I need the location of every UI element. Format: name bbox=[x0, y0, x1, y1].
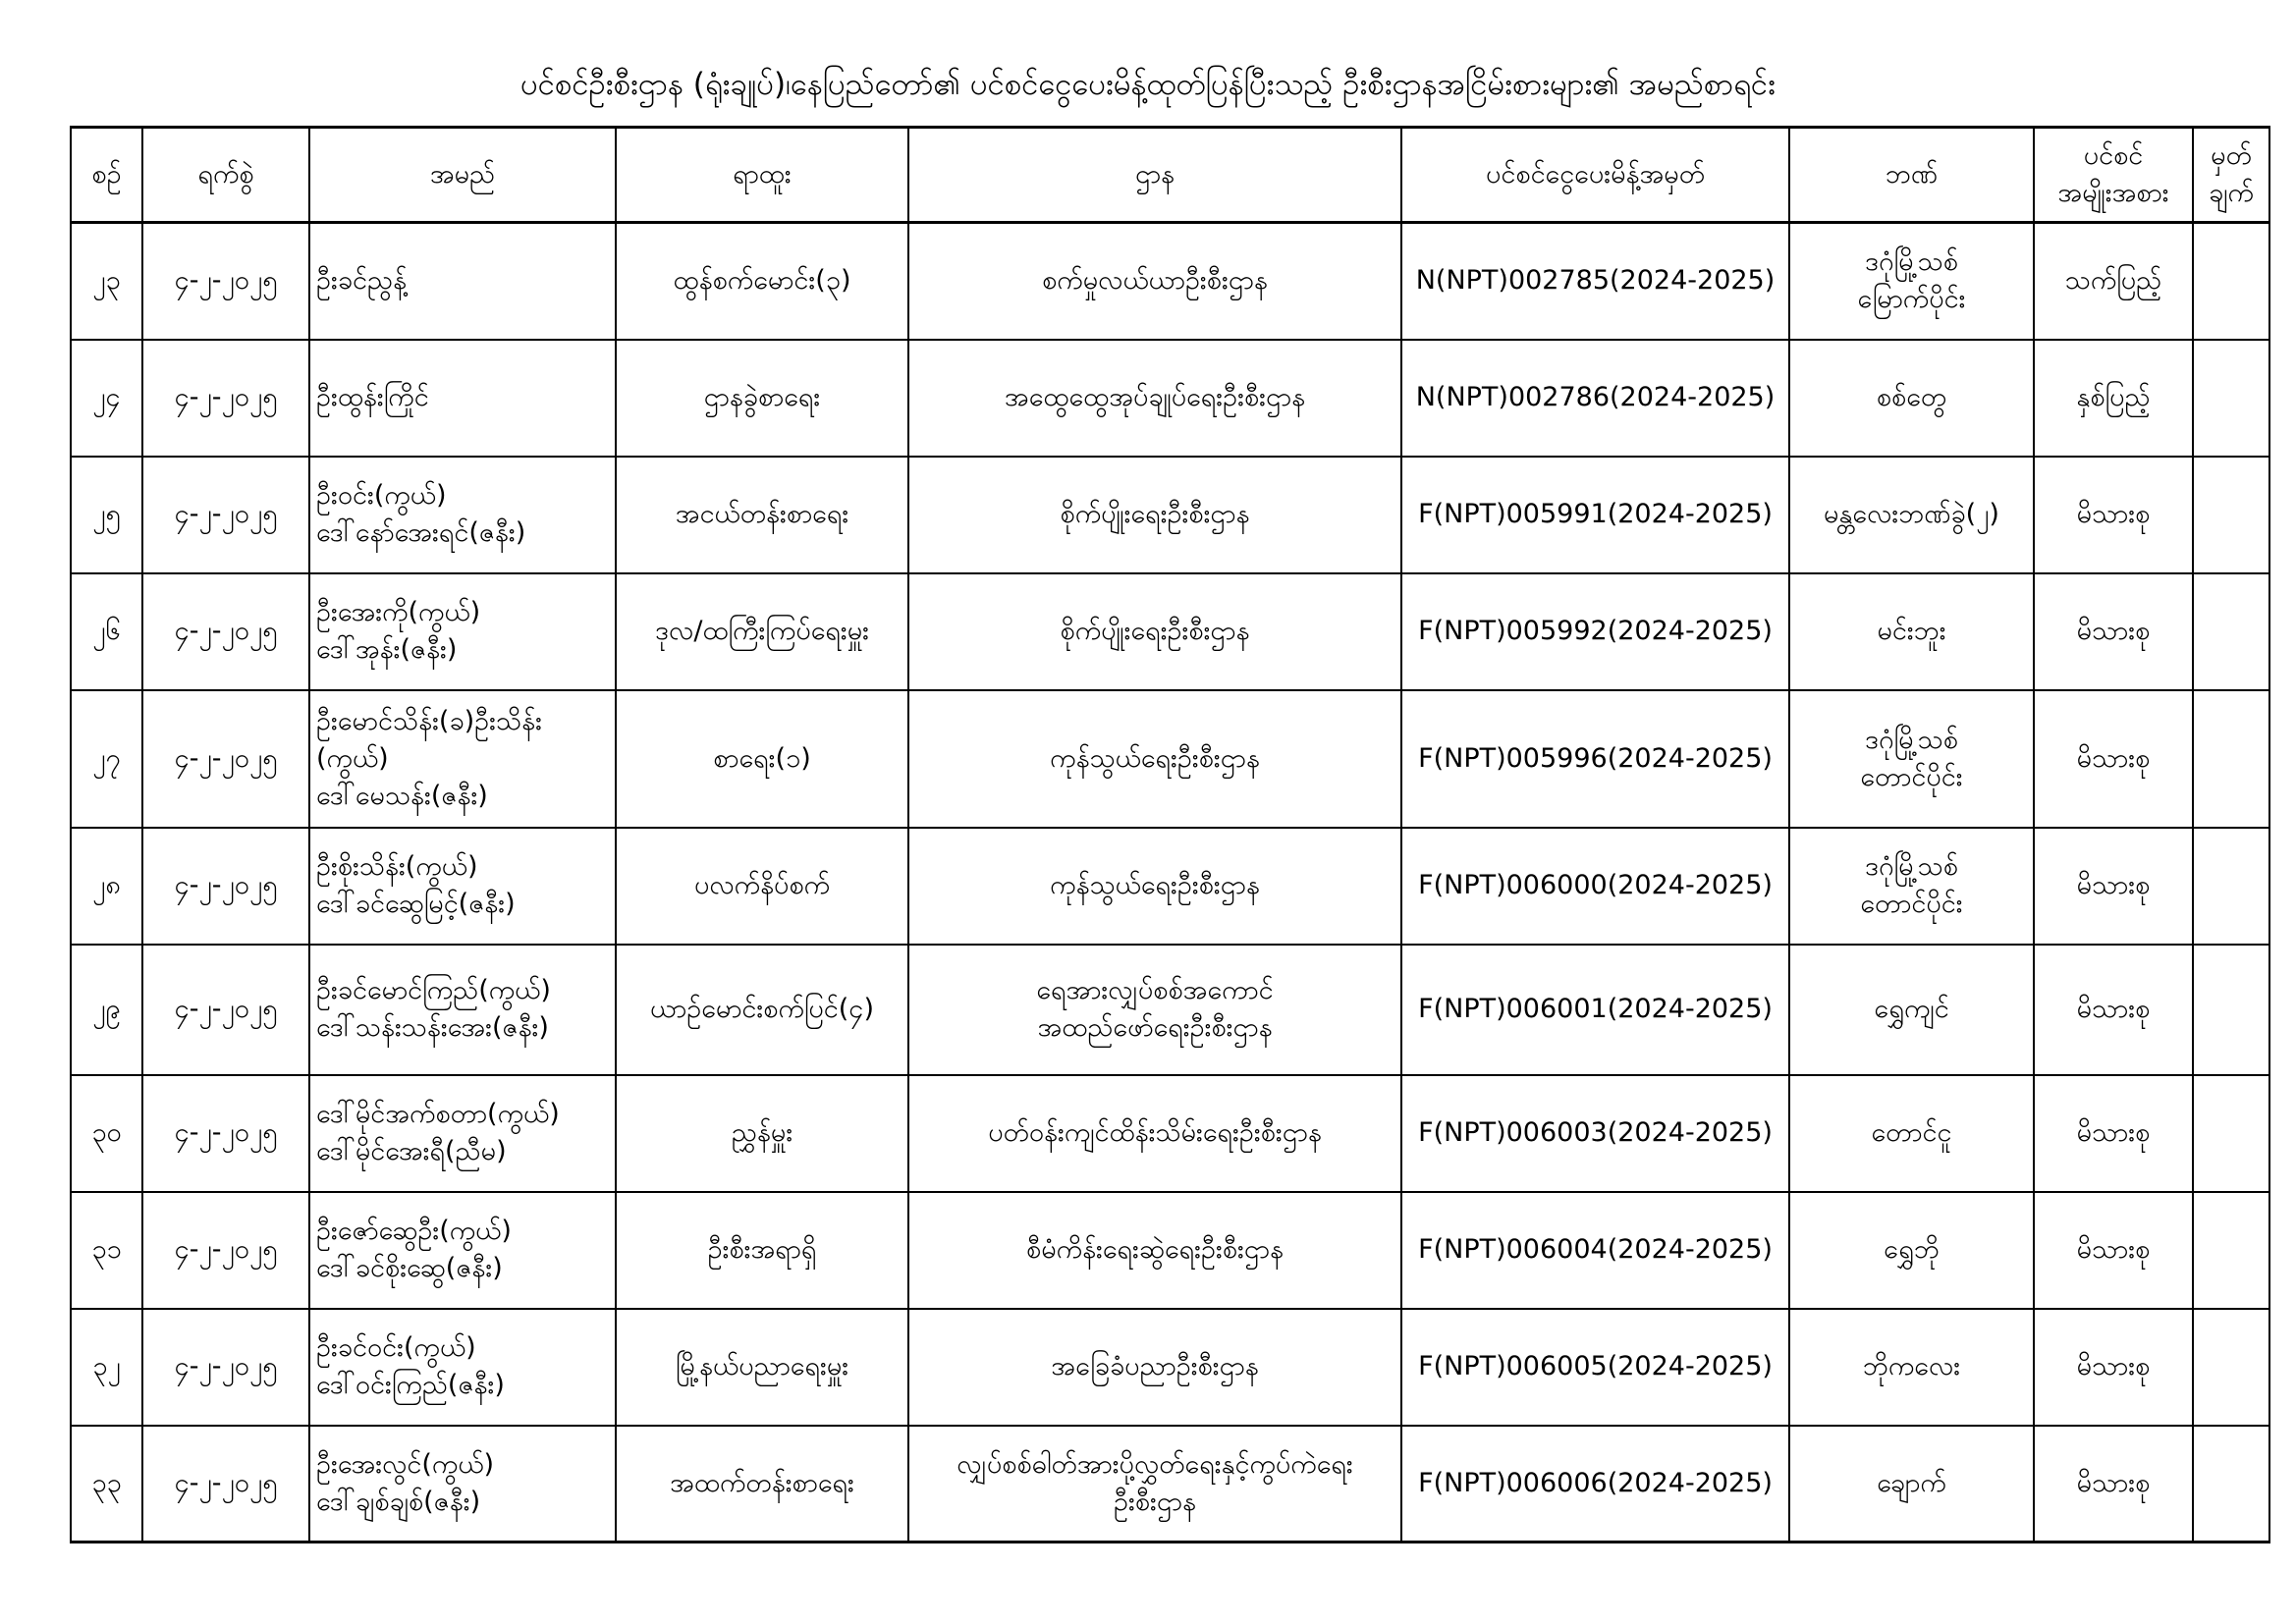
bank-line: ဒဂုံမြို့သစ် bbox=[1865, 246, 1958, 278]
cell-order-no: F(NPT)006004(2024-2025) bbox=[1401, 1192, 1789, 1309]
cell-position: မြို့နယ်ပညာရေးမှူး bbox=[616, 1309, 908, 1426]
header-department: ဌာန bbox=[908, 128, 1401, 223]
cell-position: အထက်တန်းစာရေး bbox=[616, 1426, 908, 1543]
cell-remark bbox=[2193, 223, 2269, 340]
cell-name bbox=[309, 945, 616, 1075]
bank-line: မန္တလေးဘဏ်ခွဲ(၂) bbox=[1824, 499, 1999, 529]
cell-position: စာရေး(၁) bbox=[616, 690, 908, 828]
name-line: ဒေါ်ခင်ဆွေမြင့်(ဇနီး) bbox=[316, 889, 516, 919]
table-row bbox=[71, 1426, 2269, 1543]
cell-bank bbox=[1789, 690, 2034, 828]
cell-date: ၄-၂-၂၀၂၅ bbox=[142, 1426, 309, 1543]
cell-department bbox=[908, 1426, 1401, 1543]
name-line: ဦးခင်ဝင်း(ကွယ်) bbox=[316, 1332, 476, 1363]
bank-line: ရွှေကျင် bbox=[1874, 994, 1949, 1024]
cell-department bbox=[908, 573, 1401, 690]
cell-bank bbox=[1789, 1075, 2034, 1192]
cell-date: ၄-၂-၂၀၂၅ bbox=[142, 573, 309, 690]
cell-department bbox=[908, 223, 1401, 340]
name-line: ဒေါ်မိုင်အေးရီ(ညီမ) bbox=[316, 1136, 507, 1166]
cell-pension-type: မိသားစု bbox=[2034, 573, 2193, 690]
cell-remark bbox=[2193, 1426, 2269, 1543]
cell-name bbox=[309, 1309, 616, 1426]
name-line: ဒေါ်မိုင်အက်စတာ(ကွယ်) bbox=[316, 1099, 560, 1129]
cell-remark bbox=[2193, 573, 2269, 690]
cell-pension-type: သက်ပြည့် bbox=[2034, 223, 2193, 340]
cell-bank bbox=[1789, 223, 2034, 340]
cell-remark bbox=[2193, 1192, 2269, 1309]
cell-position: ပလက်နိပ်စက် bbox=[616, 828, 908, 945]
cell-order-no: F(NPT)006000(2024-2025) bbox=[1401, 828, 1789, 945]
table-body bbox=[71, 223, 2269, 1543]
bank-line: ချောက် bbox=[1877, 1467, 1946, 1498]
cell-name bbox=[309, 573, 616, 690]
bank-line: ရွှေဘို bbox=[1884, 1234, 1940, 1265]
cell-no: ၂၉ bbox=[71, 945, 142, 1075]
cell-name bbox=[309, 223, 616, 340]
cell-date: ၄-၂-၂၀၂၅ bbox=[142, 945, 309, 1075]
cell-date: ၄-၂-၂၀၂၅ bbox=[142, 1075, 309, 1192]
cell-position: ဦးစီးအရာရှိ bbox=[616, 1192, 908, 1309]
cell-name bbox=[309, 340, 616, 457]
header-date: ရက်စွဲ bbox=[142, 128, 309, 223]
name-line: ဦးခင်ညွန့် bbox=[316, 265, 408, 297]
cell-no: ၂၇ bbox=[71, 690, 142, 828]
bank-line: မြောက်ပိုင်း bbox=[1857, 284, 1966, 315]
table-row bbox=[71, 457, 2269, 573]
name-line: ဒေါ်ချစ်ချစ်(ဇနီး) bbox=[316, 1486, 481, 1517]
department-line: စိုက်ပျိုးရေးဦးစီးဌာန bbox=[1060, 499, 1250, 529]
cell-position: ယာဉ်မောင်းစက်ပြင်(၄) bbox=[616, 945, 908, 1075]
table-row bbox=[71, 1075, 2269, 1192]
cell-bank bbox=[1789, 1426, 2034, 1543]
header-remark bbox=[2193, 128, 2269, 223]
department-line: စိုက်ပျိုးရေးဦးစီးဌာန bbox=[1060, 616, 1250, 646]
cell-order-no: N(NPT)002785(2024-2025) bbox=[1401, 223, 1789, 340]
bank-line: တောင်ငူ bbox=[1871, 1117, 1952, 1148]
name-line: ဒေါ်နော်အေးရင်(ဇနီး) bbox=[316, 517, 526, 548]
bank-line: ဒဂုံမြို့သစ် bbox=[1865, 724, 1958, 755]
name-line: ဦးဇော်ဆွေဦး(ကွယ်) bbox=[316, 1216, 512, 1246]
name-line: ဒေါ်ဝင်းကြည်(ဇနီး) bbox=[316, 1370, 505, 1400]
header-no: စဉ် bbox=[71, 128, 142, 223]
cell-remark bbox=[2193, 457, 2269, 573]
cell-order-no: F(NPT)006006(2024-2025) bbox=[1401, 1426, 1789, 1543]
cell-date: ၄-၂-၂၀၂၅ bbox=[142, 1192, 309, 1309]
cell-department bbox=[908, 1309, 1401, 1426]
cell-name bbox=[309, 690, 616, 828]
cell-no: ၂၅ bbox=[71, 457, 142, 573]
name-line: ဒေါ်သန်းသန်းအေး(ဇနီး) bbox=[316, 1012, 549, 1043]
cell-bank bbox=[1789, 828, 2034, 945]
bank-line: ဘိုကလေး bbox=[1862, 1351, 1961, 1381]
cell-no: ၂၆ bbox=[71, 573, 142, 690]
cell-date: ၄-၂-၂၀၂၅ bbox=[142, 457, 309, 573]
cell-remark bbox=[2193, 1075, 2269, 1192]
table-row bbox=[71, 1309, 2269, 1426]
bank-line: ဒဂုံမြို့သစ် bbox=[1865, 851, 1958, 882]
bank-line: တောင်ပိုင်း bbox=[1860, 889, 1963, 919]
cell-remark bbox=[2193, 828, 2269, 945]
table-row bbox=[71, 573, 2269, 690]
cell-name bbox=[309, 457, 616, 573]
cell-no: ၃၂ bbox=[71, 1309, 142, 1426]
table-row bbox=[71, 828, 2269, 945]
cell-pension-type: မိသားစု bbox=[2034, 690, 2193, 828]
cell-position: အငယ်တန်းစာရေး bbox=[616, 457, 908, 573]
name-line: ဒေါ်မေသန်း(ဇနီး) bbox=[316, 780, 488, 811]
cell-bank bbox=[1789, 573, 2034, 690]
table-row bbox=[71, 690, 2269, 828]
cell-pension-type: မိသားစု bbox=[2034, 1075, 2193, 1192]
bank-line: စစ်တွေ bbox=[1876, 382, 1947, 412]
cell-department bbox=[908, 1075, 1401, 1192]
cell-department bbox=[908, 340, 1401, 457]
cell-name bbox=[309, 828, 616, 945]
cell-bank bbox=[1789, 1309, 2034, 1426]
cell-pension-type: မိသားစု bbox=[2034, 945, 2193, 1075]
cell-bank bbox=[1789, 1192, 2034, 1309]
cell-bank bbox=[1789, 340, 2034, 457]
bank-line: မင်းဘူး bbox=[1877, 616, 1946, 646]
cell-pension-type: နှစ်ပြည့် bbox=[2034, 340, 2193, 457]
name-line: ဦးမောင်သိန်း(ခ)ဦးသိန်း bbox=[316, 705, 542, 736]
header-pension-type bbox=[2034, 128, 2193, 223]
cell-position: ဒုလ/ထကြီးကြပ်ရေးမှူး bbox=[616, 573, 908, 690]
name-line: (ကွယ်) bbox=[316, 742, 389, 774]
table-row bbox=[71, 945, 2269, 1075]
cell-order-no: F(NPT)005992(2024-2025) bbox=[1401, 573, 1789, 690]
header-remark-line-2: ချက် bbox=[2209, 178, 2254, 208]
name-line: ဦးစိုးသိန်း(ကွယ်) bbox=[316, 851, 478, 882]
cell-date: ၄-၂-၂၀၂၅ bbox=[142, 690, 309, 828]
department-line: အခြေခံပညာဦးစီးဌာန bbox=[1051, 1351, 1259, 1381]
cell-date: ၄-၂-၂၀၂၅ bbox=[142, 828, 309, 945]
cell-date: ၄-၂-၂၀၂၅ bbox=[142, 340, 309, 457]
name-line: ဦးခင်မောင်ကြည်(ကွယ်) bbox=[316, 975, 551, 1005]
table-row bbox=[71, 340, 2269, 457]
cell-name bbox=[309, 1426, 616, 1543]
cell-pension-type: မိသားစု bbox=[2034, 1192, 2193, 1309]
department-line: စက်မှုလယ်ယာဦးစီးဌာန bbox=[1042, 265, 1268, 297]
pension-register-table bbox=[70, 126, 2270, 1543]
department-line: လျှပ်စစ်ဓါတ်အားပို့လွှတ်ရေးနှင့်ကွပ်ကဲရေး bbox=[957, 1448, 1353, 1480]
cell-remark bbox=[2193, 690, 2269, 828]
header-order-no: ပင်စင်ငွေပေးမိန့်အမှတ် bbox=[1401, 128, 1789, 223]
header-position: ရာထူး bbox=[616, 128, 908, 223]
cell-name bbox=[309, 1192, 616, 1309]
cell-no: ၂၄ bbox=[71, 340, 142, 457]
cell-order-no: F(NPT)006001(2024-2025) bbox=[1401, 945, 1789, 1075]
cell-bank bbox=[1789, 945, 2034, 1075]
name-line: ဒေါ်ခင်စိုးဆွေ(ဇနီး) bbox=[316, 1253, 503, 1283]
header-pension-type-line-2: အမျိုးအစား bbox=[2057, 178, 2169, 208]
header-pension-type-line-1: ပင်စင် bbox=[2083, 140, 2144, 171]
cell-department bbox=[908, 945, 1401, 1075]
header-name: အမည် bbox=[309, 128, 616, 223]
department-line: အထည်ဖော်ရေးဦးစီးဌာန bbox=[1037, 1012, 1273, 1043]
header-bank: ဘဏ် bbox=[1789, 128, 2034, 223]
cell-pension-type: မိသားစု bbox=[2034, 1309, 2193, 1426]
name-line: ဦးအေးကို(ကွယ်) bbox=[316, 597, 481, 627]
name-line: ဦးအေးလွင်(ကွယ်) bbox=[316, 1448, 495, 1480]
name-line: ဒေါ်အုန်း(ဇနီး) bbox=[316, 634, 458, 665]
name-line: ဦးဝင်း(ကွယ်) bbox=[316, 480, 447, 511]
cell-pension-type: မိသားစု bbox=[2034, 457, 2193, 573]
cell-remark bbox=[2193, 1309, 2269, 1426]
cell-position: ညွှန်မှူး bbox=[616, 1075, 908, 1192]
cell-department bbox=[908, 690, 1401, 828]
cell-position: ထွန်စက်မောင်း(၃) bbox=[616, 223, 908, 340]
department-line: ကုန်သွယ်ရေးဦးစီးဌာန bbox=[1050, 742, 1260, 774]
cell-date: ၄-၂-၂၀၂၅ bbox=[142, 1309, 309, 1426]
cell-order-no: F(NPT)005991(2024-2025) bbox=[1401, 457, 1789, 573]
department-line: ကုန်သွယ်ရေးဦးစီးဌာန bbox=[1050, 870, 1260, 900]
header-remark-line-1: မှတ် bbox=[2211, 140, 2252, 171]
cell-no: ၃၁ bbox=[71, 1192, 142, 1309]
cell-position: ဌာနခွဲစာရေး bbox=[616, 340, 908, 457]
department-line: ပတ်ဝန်းကျင်ထိန်းသိမ်းရေးဦးစီးဌာန bbox=[988, 1117, 1322, 1148]
department-line: ရေအားလျှပ်စစ်အကောင် bbox=[1036, 975, 1274, 1005]
cell-order-no: F(NPT)005996(2024-2025) bbox=[1401, 690, 1789, 828]
cell-no: ၂၃ bbox=[71, 223, 142, 340]
document-title: ပင်စင်ဦးစီးဌာန (ရုံးချုပ်)၊နေပြည်တော်၏ ပင်စင်ငွေပေးမိန့်ထုတ်ပြန်ပြီးသည့် ဦးစီးဌာနအငြိမ်းစားများ၏ အမည်စာရင်း bbox=[520, 67, 1776, 102]
cell-remark bbox=[2193, 945, 2269, 1075]
cell-order-no: F(NPT)006003(2024-2025) bbox=[1401, 1075, 1789, 1192]
cell-name bbox=[309, 1075, 616, 1192]
cell-bank bbox=[1789, 457, 2034, 573]
cell-department bbox=[908, 1192, 1401, 1309]
cell-no: ၃၀ bbox=[71, 1075, 142, 1192]
cell-order-no: N(NPT)002786(2024-2025) bbox=[1401, 340, 1789, 457]
cell-order-no: F(NPT)006005(2024-2025) bbox=[1401, 1309, 1789, 1426]
department-line: အထွေထွေအုပ်ချုပ်ရေးဦးစီးဌာန bbox=[1004, 382, 1306, 412]
name-line: ဦးထွန်းကြိုင် bbox=[316, 382, 429, 412]
table-row bbox=[71, 1192, 2269, 1309]
table-row bbox=[71, 223, 2269, 340]
bank-line: တောင်ပိုင်း bbox=[1860, 761, 1963, 792]
cell-date: ၄-၂-၂၀၂၅ bbox=[142, 223, 309, 340]
department-line: စီမံကိန်းရေးဆွဲရေးဦးစီးဌာန bbox=[1026, 1234, 1284, 1265]
cell-department bbox=[908, 828, 1401, 945]
cell-pension-type: မိသားစု bbox=[2034, 828, 2193, 945]
cell-remark bbox=[2193, 340, 2269, 457]
cell-no: ၂၈ bbox=[71, 828, 142, 945]
department-line: ဦးစီးဌာန bbox=[1114, 1486, 1196, 1517]
cell-pension-type: မိသားစု bbox=[2034, 1426, 2193, 1543]
cell-department bbox=[908, 457, 1401, 573]
cell-no: ၃၃ bbox=[71, 1426, 142, 1543]
table-header-row bbox=[71, 128, 2269, 223]
